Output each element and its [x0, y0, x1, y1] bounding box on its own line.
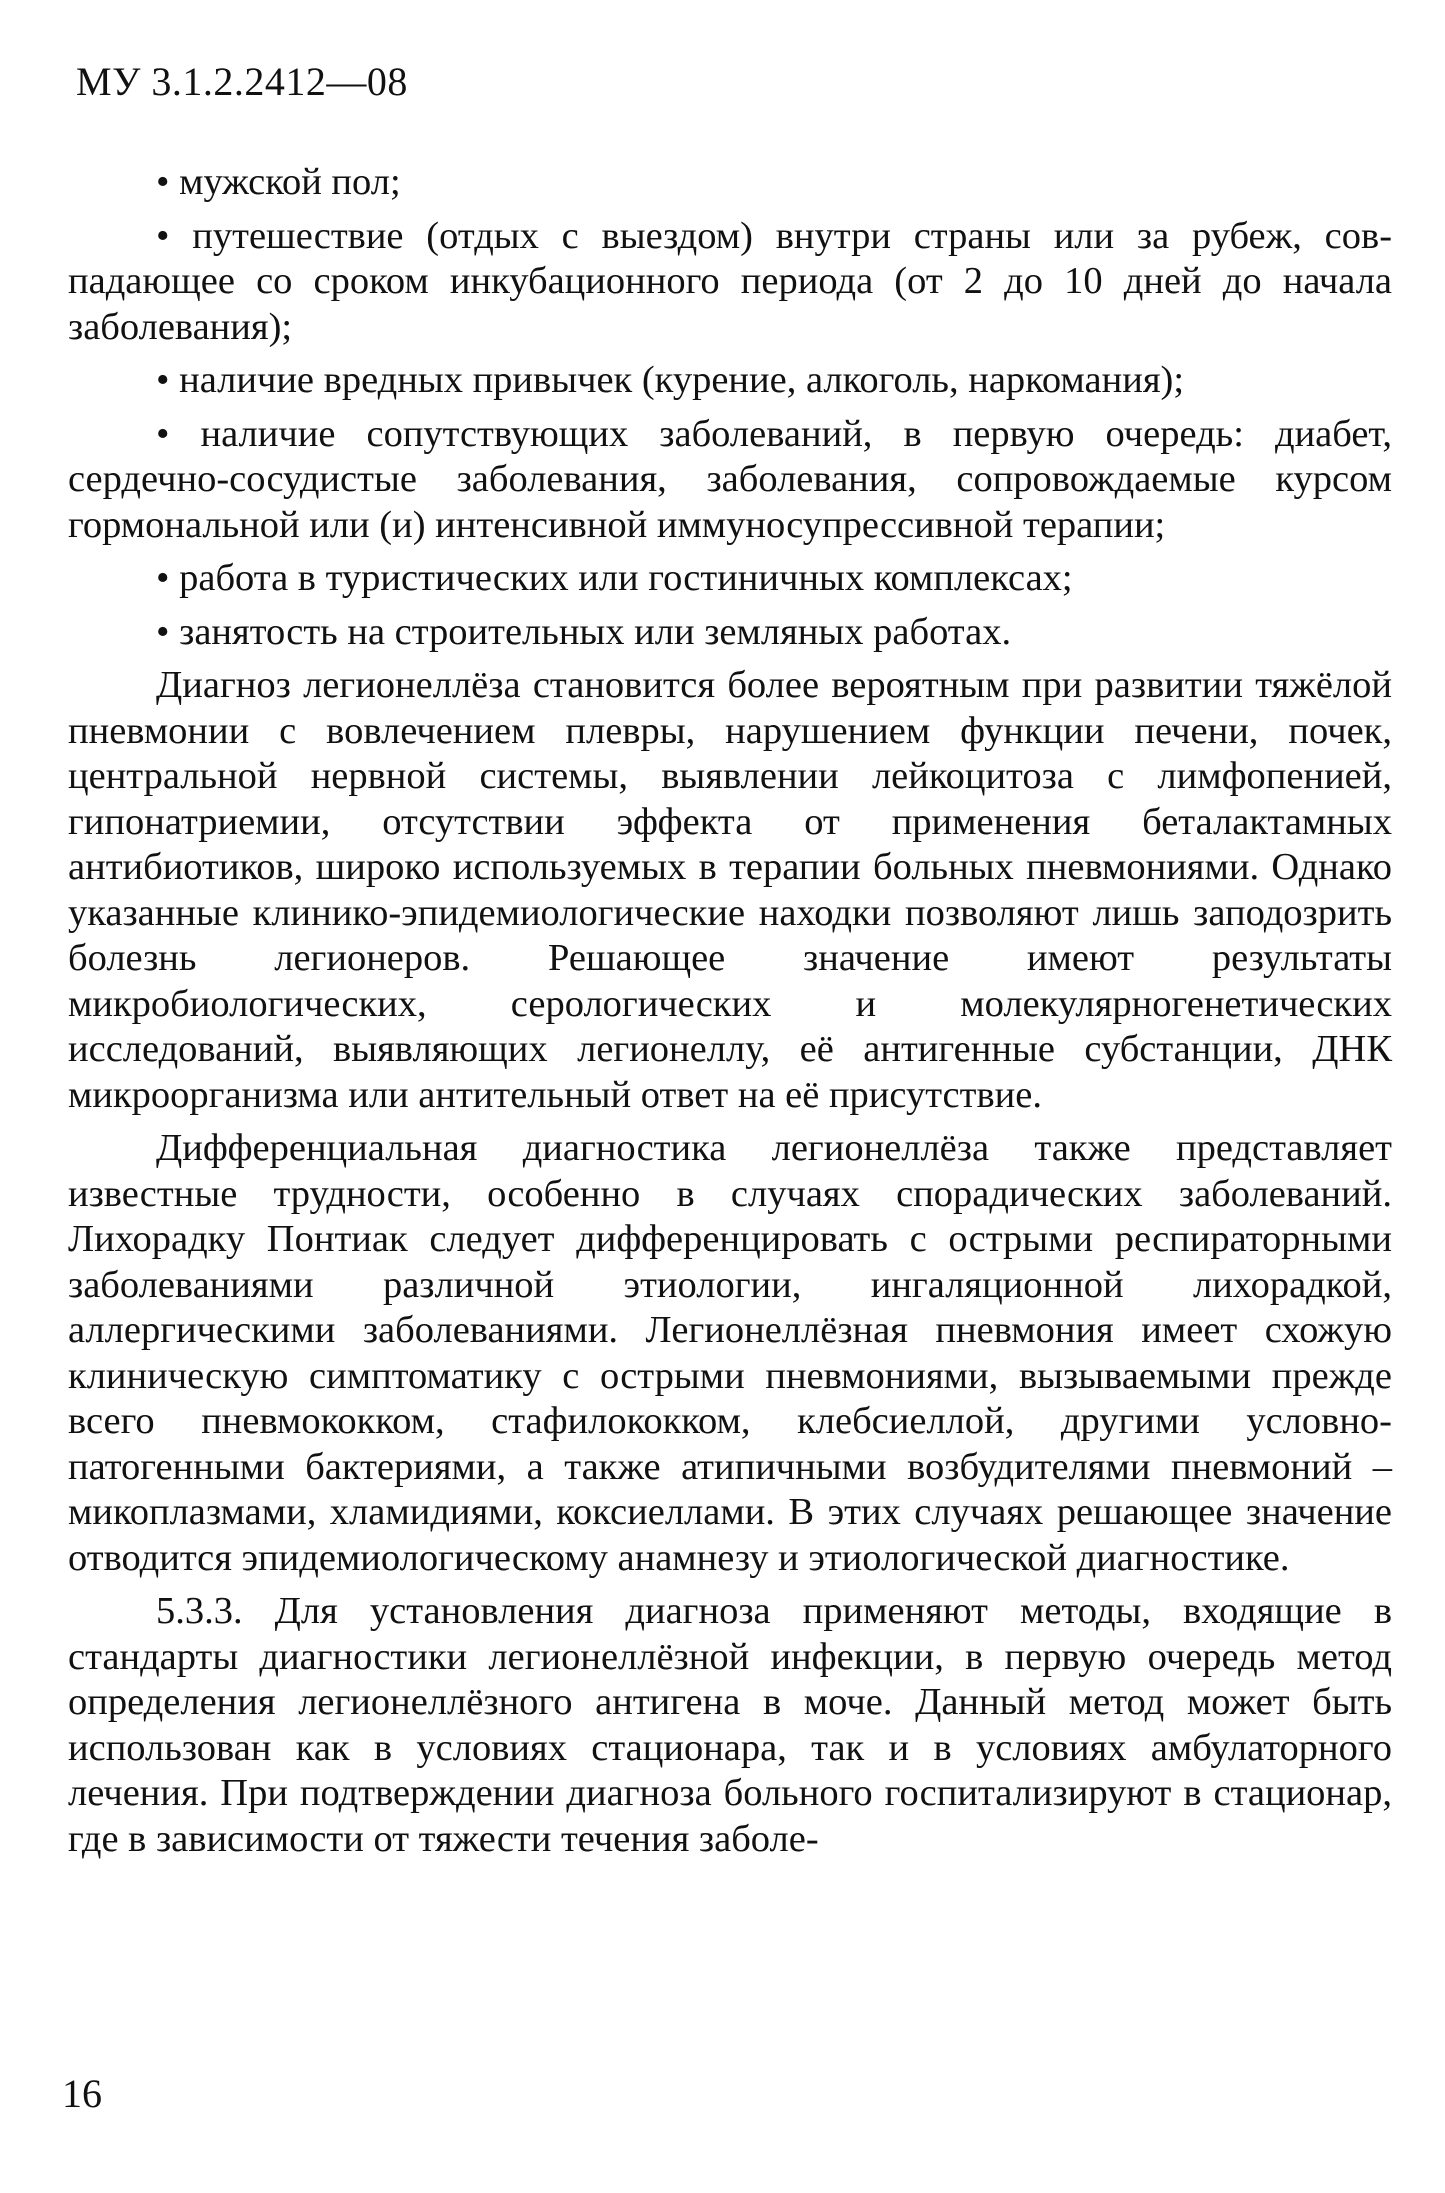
bullet-item: • мужской пол; [68, 160, 1392, 206]
bullet-item: • наличие вредных привычек (курение, алкоголь, наркомания); [68, 358, 1392, 404]
document-body [68, 160, 1392, 1868]
paragraph-diagnosis: Диагноз легионеллёза становится более вероятным при развитии тяжёлой пневмонии с вовлечением плевры, нарушением функции печени, почек, центральной нервной системы, выявлении лейкоцитоза с лимфопенией, гипонатриемии, отсутствии эффекта от применения беталактамных антибиотиков, широко используемых в терапии больных пневмониями. Однако указанные клинико-эпидемиологические находки позволяют лишь заподозрить болезнь легионеров. Решающее значение имеют результаты микробиологических, серологических и молекулярногенетических исследований, выявляющих легионеллу, её антигенные субстанции, ДНК микроорганизма или антительный ответ на её присутствие. [68, 664, 1392, 1116]
bullet-item: • наличие сопутствующих заболеваний, в первую очередь: диабет, сердечно-сосудистые заболевания, заболевания, сопровождаемые курсом гормональной или (и) интенсивной иммуносупрессивной терапии; [68, 412, 1392, 549]
bullet-item: • работа в туристических или гостиничных комплексах; [68, 556, 1392, 602]
paragraph-section-5-3-3: 5.3.3. Для установления диагноза применяют методы, входящие в стандарты диагностики легионеллёзной инфекции, в первую очередь метод определения легионеллёзного антигена в моче. Данный метод может быть использован как в условиях стационара, так и в условиях амбулаторного лечения. При подтверждении диагноза больного госпитализируют в стационар, где в зависимости от тяжести течения заболе- [68, 1590, 1392, 1860]
document-header-id: МУ 3.1.2.2412—08 [76, 59, 408, 104]
bullet-item: • путешествие (отдых с выездом) внутри страны или за рубеж, совпадающее со сроком инкубационного периода (от 2 до 10 дней до начала заболевания); [68, 214, 1392, 351]
page-number: 16 [62, 2071, 102, 2116]
paragraph-differential-diagnosis: Дифференциальная диагностика легионеллёза также представляет известные трудности, особенно в случаях спорадических заболеваний. Лихорадку Понтиак следует дифференцировать с острыми респираторными заболеваниями различной этиологии, ингаляционной лихорадкой, аллергическими заболеваниями. Легионеллёзная пневмония имеет схожую клиническую симптоматику с острыми пневмониями, вызываемыми прежде всего пневмококком, стафилококком, клебсиеллой, другими условно-патогенными бактериями, а также атипичными возбудителями пневмоний – микоплазмами, хламидиями, коксиеллами. В этих случаях решающее значение отводится эпидемиологическому анамнезу и этиологической диагностике. [68, 1127, 1392, 1579]
bullet-item: • занятость на строительных или земляных работах. [68, 610, 1392, 656]
